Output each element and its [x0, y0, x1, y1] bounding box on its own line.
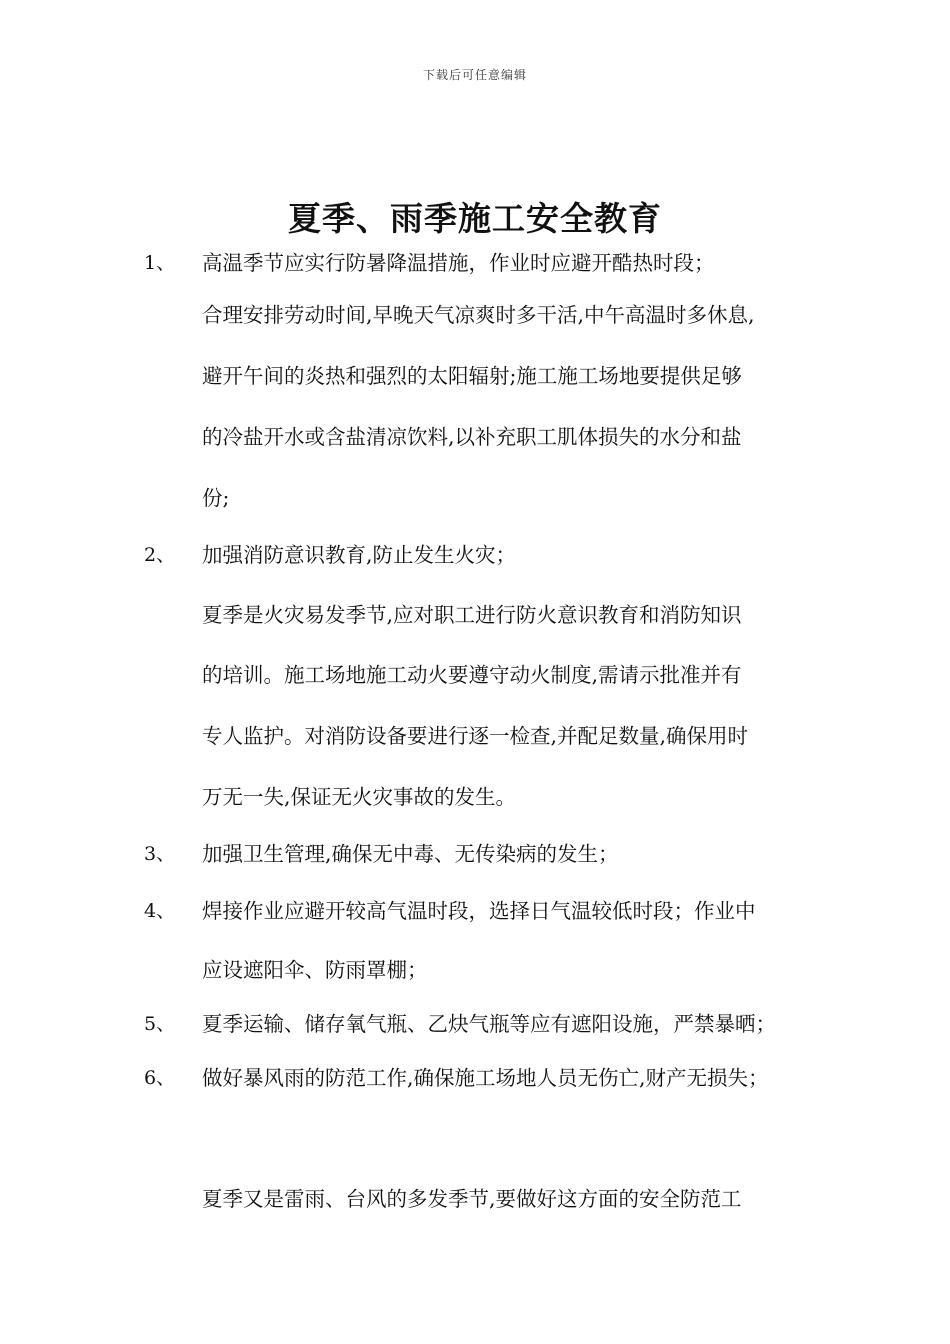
- item-text-line: 合理安排劳动时间,早晚天气凉爽时多干活,中午高温时多休息,: [202, 303, 755, 327]
- item-text-line: 应设遮阳伞、防雨罩棚；: [202, 958, 428, 982]
- item-text-line: 夏季是火灾易发季节,应对职工进行防火意识教育和消防知识: [202, 603, 742, 627]
- item-text-line: 避开午间的炎热和强烈的太阳辐射;施工施工场地要提供足够: [202, 364, 742, 388]
- item-heading: 加强消防意识教育,防止发生火灾；: [202, 543, 517, 567]
- item-heading: 高温季节应实行防暑降温措施，作业时应避开酷热时段；: [202, 251, 715, 275]
- item-text-line: 的冷盐开水或含盐清凉饮料,以补充职工肌体损失的水分和盐: [202, 425, 742, 449]
- item-heading: 焊接作业应避开较高气温时段，选择日气温较低时段；作业中: [202, 899, 756, 923]
- item-number: 4、: [144, 900, 176, 922]
- item-text-line: 专人监护。对消防设备要进行逐一检查,并配足数量,确保用时: [202, 724, 749, 748]
- item-number: 6、: [144, 1067, 176, 1089]
- item-heading: 加强卫生管理,确保无中毒、无传染病的发生；: [202, 842, 619, 866]
- item-number: 1、: [144, 252, 176, 274]
- page-header-note: 下载后可任意编辑: [422, 68, 527, 82]
- item-number: 2、: [144, 544, 176, 566]
- item-heading: 夏季运输、储存氧气瓶、乙炔气瓶等应有遮阳设施，严禁暴晒；: [202, 1012, 776, 1036]
- item-text-line: 份;: [202, 486, 230, 510]
- closing-paragraph: 夏季又是雷雨、台风的多发季节,要做好这方面的安全防范工: [202, 1187, 742, 1211]
- item-text-line: 万无一失,保证无火灾事故的发生。: [202, 785, 517, 809]
- item-number: 5、: [144, 1013, 176, 1035]
- item-text-line: 的培训。施工场地施工动火要遵守动火制度,需请示批准并有: [202, 663, 742, 687]
- document-title: 夏季、雨季施工安全教育: [288, 199, 662, 238]
- item-heading: 做好暴风雨的防范工作,确保施工场地人员无伤亡,财产无损失；: [202, 1066, 769, 1090]
- item-number: 3、: [144, 843, 176, 865]
